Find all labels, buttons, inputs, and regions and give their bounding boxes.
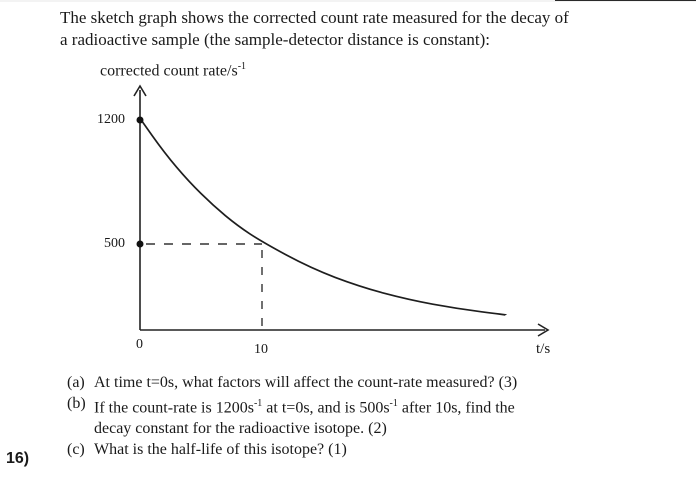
sub-questions: [67, 372, 647, 460]
question-b-label: (b): [67, 395, 86, 412]
x-tick-10: 10: [254, 342, 268, 357]
intro-line-2: a radioactive sample (the sample-detector distance is constant):: [60, 30, 491, 49]
question-b-sup-2: -1: [389, 398, 398, 409]
y-axis-label-sup: -1: [237, 61, 247, 72]
question-c: [67, 439, 647, 460]
y-axis-label-text: corrected count rate/s: [100, 62, 238, 80]
question-a-label: (a): [67, 374, 85, 391]
y-tick-1200: 1200: [97, 112, 125, 127]
x-tick-0: 0: [136, 337, 143, 352]
x-axis-label: t/s: [536, 341, 551, 357]
point-500: [137, 241, 144, 248]
point-1200: [137, 117, 144, 124]
intro-line-1: The sketch graph shows the corrected count rate measured for the decay of: [60, 8, 569, 27]
question-b-text-1: If the count-rate is 1200s: [94, 399, 254, 417]
question-b: [67, 393, 647, 439]
question-c-label: (c): [67, 441, 85, 459]
decay-curve: [140, 118, 506, 315]
question-c-text: What is the half-life of this isotope? (1): [94, 441, 347, 459]
question-a: [67, 372, 647, 393]
question-a-text: At time t=0s, what factors will affect the count-rate measured? (3): [94, 374, 518, 391]
question-number: 16): [6, 450, 30, 467]
question-b-text-2: at t=0s, and is 500s: [262, 399, 390, 417]
question-b-text-3: after 10s, find the: [397, 399, 515, 417]
question-b-text-line2: decay constant for the radioactive isotope. (2): [94, 420, 387, 438]
question-b-sup-1: -1: [253, 398, 263, 409]
y-tick-500: 500: [104, 236, 125, 251]
